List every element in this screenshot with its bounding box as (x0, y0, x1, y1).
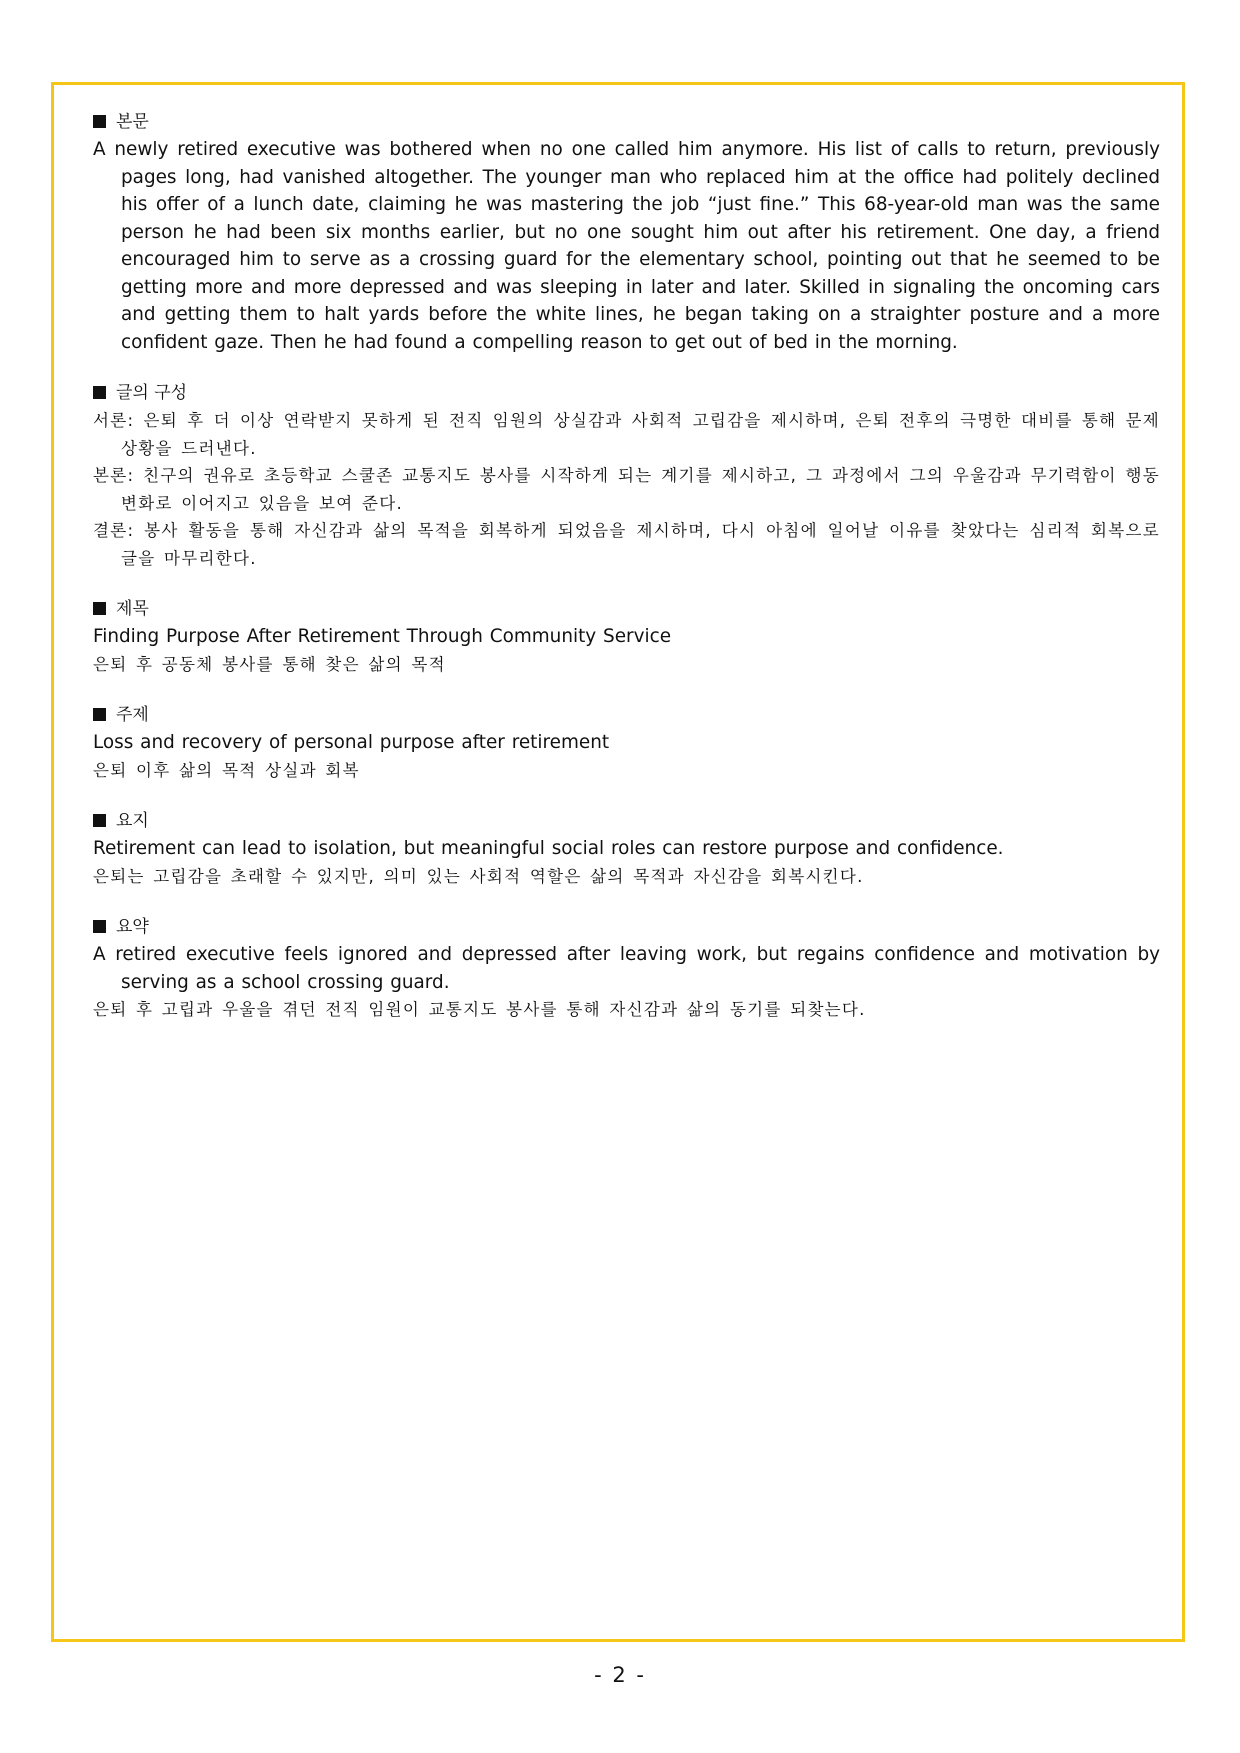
section-heading (93, 914, 1160, 941)
square-bullet-icon (93, 115, 106, 128)
section-body (93, 109, 1160, 356)
title-english: Finding Purpose After Retirement Through Community Service (93, 626, 672, 647)
square-bullet-icon (93, 814, 106, 827)
page-number: - 2 - (594, 1663, 646, 1687)
section-heading (93, 808, 1160, 835)
summary-english: A retired executive feels ignored and depressed after leaving work, but regains confidence and motivation by serving as a school crossing guard. (93, 944, 1160, 993)
structure-conclusion: 결론: 봉사 활동을 통해 자신감과 삶의 목적을 회복하게 되었음을 제시하며, 다시 아침에 일어날 이유를 찾았다는 심리적 회복으로 글을 마무리한다. (93, 521, 1160, 568)
section-heading-label: 글의 구성 (116, 383, 188, 403)
section-heading (93, 702, 1160, 729)
theme-korean: 은퇴 이후 삶의 목적 상실과 회복 (93, 760, 360, 780)
square-bullet-icon (93, 920, 106, 933)
structure-body: 본론: 친구의 권유로 초등학교 스쿨존 교통지도 봉사를 시작하게 되는 계기를 제시하고, 그 과정에서 그의 우울감과 무기력함이 행동 변화로 이어지고 있음을 보여 준다. (93, 466, 1160, 513)
square-bullet-icon (93, 602, 106, 615)
section-theme (93, 702, 1160, 784)
theme-english: Loss and recovery of personal purpose after retirement (93, 732, 610, 753)
section-heading-label: 요지 (116, 811, 149, 831)
section-gist (93, 808, 1160, 890)
section-heading-label: 본문 (116, 112, 149, 132)
section-summary (93, 914, 1160, 1024)
square-bullet-icon (93, 708, 106, 721)
square-bullet-icon (93, 386, 106, 399)
document-content (93, 109, 1160, 1048)
section-heading-label: 요약 (116, 917, 149, 937)
section-structure (93, 380, 1160, 572)
structure-intro: 서론: 은퇴 후 더 이상 연락받지 못하게 된 전직 임원의 상실감과 사회적 고립감을 제시하며, 은퇴 전후의 극명한 대비를 통해 문제 상황을 드러낸다. (93, 411, 1160, 458)
section-heading-label: 주제 (116, 705, 149, 725)
title-korean: 은퇴 후 공동체 봉사를 통해 찾은 삶의 목적 (93, 654, 446, 674)
body-text: A newly retired executive was bothered when no one called him anymore. His list of calls to return, previously pages long, had vanished altogether. The younger man who replaced him at the office had politely declined his offer of a lunch date, claiming he was mastering the job “just fine.” This 68-year-old man was the same person he had been six months earlier, but no one sought him out after his retirement. One day, a friend encouraged him to serve as a crossing guard for the elementary school, pointing out that he seemed to be getting more and more depressed and was sleeping in later and later. Skilled in signaling the oncoming cars and getting them to halt yards before the white lines, he began taking on a straighter posture and a more confident gaze. Then he had found a compelling reason to get out of bed in the morning. (93, 139, 1160, 353)
section-heading (93, 109, 1160, 136)
summary-korean: 은퇴 후 고립과 우울을 겪던 전직 임원이 교통지도 봉사를 통해 자신감과 삶의 동기를 되찾는다. (93, 1000, 866, 1019)
section-heading-label: 제목 (116, 599, 149, 619)
gist-korean: 은퇴는 고립감을 초래할 수 있지만, 의미 있는 사회적 역할은 삶의 목적과 자신감을 회복시킨다. (93, 866, 864, 886)
section-heading (93, 596, 1160, 623)
section-heading (93, 380, 1160, 407)
gist-english: Retirement can lead to isolation, but meaningful social roles can restore purpose and confidence. (93, 838, 1004, 859)
section-title (93, 596, 1160, 678)
